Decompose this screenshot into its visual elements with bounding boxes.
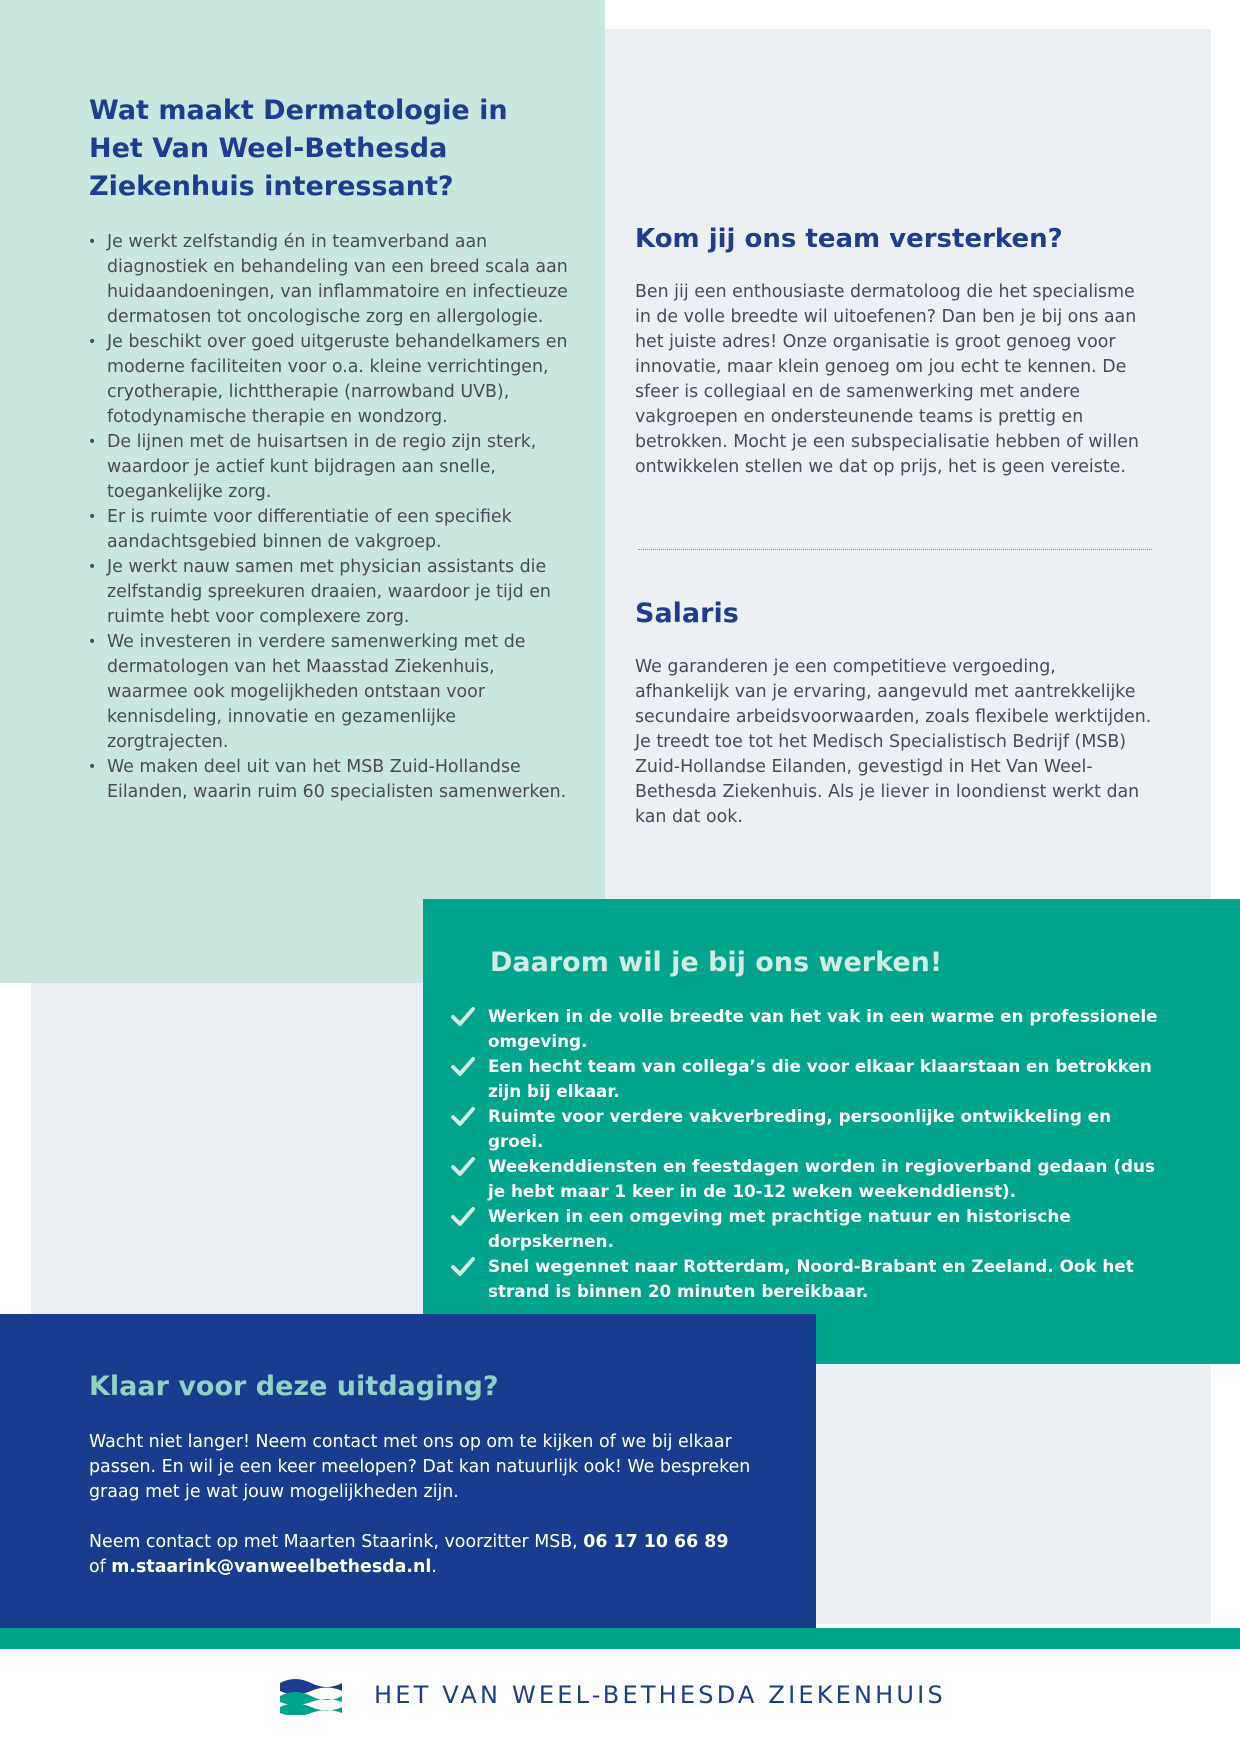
contact-period: .: [431, 1557, 437, 1577]
reason-text: Een hecht team van collega’s die voor elkaar klaarstaan en betrokken zijn bij elkaar.: [488, 1056, 1152, 1101]
list-item: [450, 1004, 1160, 1054]
salaris-paragraph: We garanderen je een competitieve vergoeding, afhankelijk van je ervaring, aangevuld met aantrekkelijke secundaire arbeidsvoorwaarden, zoals flexibele werktijden. Je treedt toe tot het Medisch Specialistisch Bedrijf (MSB) Zuid-Hollandse Eilanden, gevestigd in Het Van Weel-Bethesda Ziekenhuis. Als je liever in loondienst werkt dan kan dat ook.: [635, 657, 1152, 827]
team-heading: Kom jij ons team versterken?: [635, 224, 1063, 254]
contact-prefix: Neem contact op met Maarten Staarink, voorzitter MSB,: [89, 1532, 578, 1552]
list-item: [450, 1254, 1160, 1304]
check-icon: [450, 1156, 476, 1178]
reasons-list: [450, 1004, 1160, 1304]
reason-text: Snel wegennet naar Rotterdam, Noord-Brabant en Zeeland. Ook het strand is binnen 20 minuten bereikbaar.: [488, 1256, 1134, 1301]
list-item: [450, 1204, 1160, 1254]
list-item: • Je werkt nauw samen met physician assistants die zelfstandig spreekuren draaien, waardoor je tijd en ruimte hebt voor complexere zorg.: [87, 555, 577, 630]
check-icon: [450, 1256, 476, 1278]
phone-number[interactable]: 06 17 10 66 89: [583, 1532, 729, 1552]
list-item: • Er is ruimte voor differentiatie of een specifiek aandachtsgebied binnen de vakgroep.: [87, 505, 577, 555]
organization-name: HET VAN WEEL-BETHESDA ZIEKENHUIS: [374, 1681, 946, 1709]
check-icon: [450, 1206, 476, 1228]
wave-logo-icon: [278, 1675, 344, 1715]
intro-heading: Wat maakt Dermatologie in Het Van Weel-Bethesda Ziekenhuis interessant?: [89, 95, 508, 202]
list-item: [450, 1054, 1160, 1104]
list-item: • Je werkt zelfstandig én in teamverband aan diagnostiek en behandeling van een breed scala aan huidaandoeningen, van inflammatoire en infectieuze dermatosen tot oncologische zorg en allergologie.: [87, 230, 577, 330]
list-item: • De lijnen met de huisartsen in de regio zijn sterk, waardoor je actief kunt bijdragen aan snelle, toegankelijke zorg.: [87, 430, 577, 505]
contact-or: of: [89, 1557, 106, 1577]
cta-paragraph: Wacht niet langer! Neem contact met ons op om te kijken of we bij elkaar passen. En wil je een keer meelopen? Dat kan natuurlijk ook! We bespreken graag met je wat jouw mogelijkheden zijn.: [89, 1432, 751, 1502]
intro-bullet-list: [87, 230, 577, 805]
reason-text: Ruimte voor verdere vakverbreding, persoonlijke ontwikkeling en groei.: [488, 1106, 1112, 1151]
reason-text: Werken in een omgeving met prachtige natuur en historische dorpskernen.: [488, 1206, 1071, 1251]
list-item: [450, 1104, 1160, 1154]
email-link[interactable]: m.staarink@vanweelbethesda.nl: [111, 1557, 432, 1577]
list-item: [450, 1154, 1160, 1204]
teal-footer-stripe: [0, 1628, 1240, 1649]
salaris-heading: Salaris: [635, 598, 739, 629]
reasons-heading: Daarom wil je bij ons werken!: [490, 947, 943, 978]
reason-text: Werken in de volle breedte van het vak in een warme en professionele omgeving.: [488, 1006, 1158, 1051]
check-icon: [450, 1056, 476, 1078]
team-paragraph: Ben jij een enthousiaste dermatoloog die het specialisme in de volle breedte wil uitoefenen? Dan ben je bij ons aan het juiste adres! Onze organisatie is groot genoeg voor innovatie, maar klein genoeg om jou echt te kennen. De sfeer is collegiaal en de samenwerking met andere vakgroepen en ondersteunende teams is prettig en betrokken. Mocht je een subspecialisatie hebben of willen ontwikkelen stellen we dat op prijs, het is geen vereiste.: [635, 282, 1139, 477]
check-icon: [450, 1006, 476, 1028]
reason-text: Weekenddiensten en feestdagen worden in regioverband gedaan (dus je hebt maar 1 keer in de 10-12 weken weekenddienst).: [488, 1156, 1155, 1201]
list-item: • Je beschikt over goed uitgeruste behandelkamers en moderne faciliteiten voor o.a. kleine verrichtingen, cryotherapie, lichttherapie (narrowband UVB), fotodynamische therapie en wondzorg.: [87, 330, 577, 430]
contact-paragraph: [89, 1530, 789, 1580]
cta-heading: Klaar voor deze uitdaging?: [89, 1371, 499, 1402]
check-icon: [450, 1106, 476, 1128]
section-divider: [638, 549, 1152, 550]
list-item: • We investeren in verdere samenwerking met de dermatologen van het Maasstad Ziekenhuis, waarmee ook mogelijkheden ontstaan voor kennisdeling, innovatie en gezamenlijke zorgtrajecten.: [87, 630, 577, 755]
list-item: • We maken deel uit van het MSB Zuid-Hollandse Eilanden, waarin ruim 60 specialisten samenwerken.: [87, 755, 577, 805]
